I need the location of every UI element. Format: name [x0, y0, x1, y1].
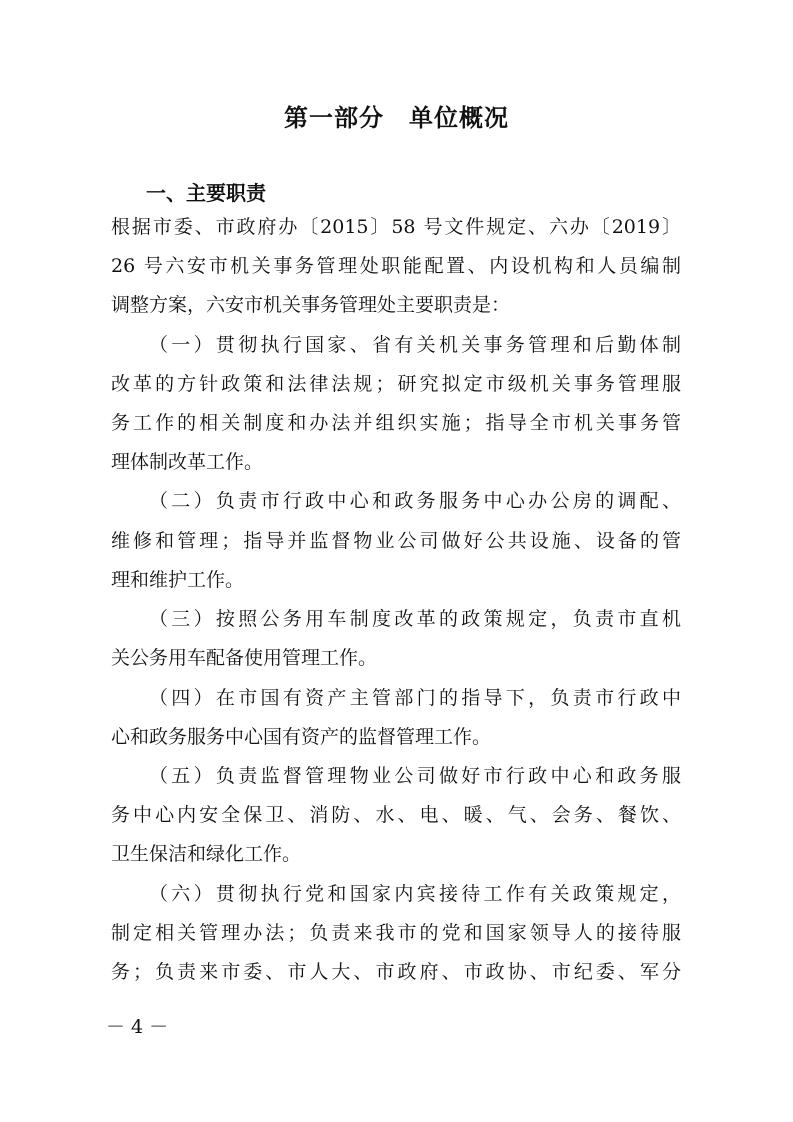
body-line: 改革的方针政策和法律法规；研究拟定市级机关事务管理服	[111, 373, 681, 395]
body-line: （四）在市国有资产主管部门的指导下，负责市行政中	[149, 687, 681, 709]
body-line: （二）负责市行政中心和政务服务中心办公房的调配、	[149, 490, 681, 512]
body-line: （三）按照公务用车制度改革的政策规定，负责市直机	[149, 608, 681, 630]
page-title: 第一部分 单位概况	[284, 104, 509, 132]
body-line: 务工作的相关制度和办法并组织实施；指导全市机关事务管	[111, 412, 681, 434]
page-number: － 4 －	[106, 1016, 169, 1038]
body-line: （五）负责监督管理物业公司做好市行政中心和政务服	[149, 765, 681, 787]
section-heading: 一、主要职责	[146, 181, 266, 205]
body-line: 理体制改革工作。	[111, 451, 264, 473]
body-line: 26 号六安市机关事务管理处职能配置、内设机构和人员编制	[111, 255, 681, 277]
body-line: 心和政务服务中心国有资产的监督管理工作。	[111, 726, 492, 748]
body-line: （一）贯彻执行国家、省有关机关事务管理和后勤体制	[149, 334, 681, 356]
body-line: 维修和管理；指导并监督物业公司做好公共设施、设备的管	[111, 530, 681, 552]
body-line: 调整方案，六安市机关事务管理处主要职责是：	[111, 294, 511, 316]
body-line: 卫生保洁和绿化工作。	[111, 843, 302, 865]
body-line: 关公务用车配备使用管理工作。	[111, 647, 378, 669]
body-line: 根据市委、市政府办〔2015〕58 号文件规定、六办〔2019〕	[111, 216, 681, 238]
body-line: 理和维护工作。	[111, 569, 245, 591]
body-line: （六）贯彻执行党和国家内宾接待工作有关政策规定，	[149, 883, 681, 905]
body-line: 务；负责来市委、市人大、市政府、市政协、市纪委、军分	[111, 961, 681, 983]
body-line: 务中心内安全保卫、消防、水、电、暖、气、会务、餐饮、	[111, 804, 681, 826]
body-line: 制定相关管理办法；负责来我市的党和国家领导人的接待服	[111, 922, 681, 944]
